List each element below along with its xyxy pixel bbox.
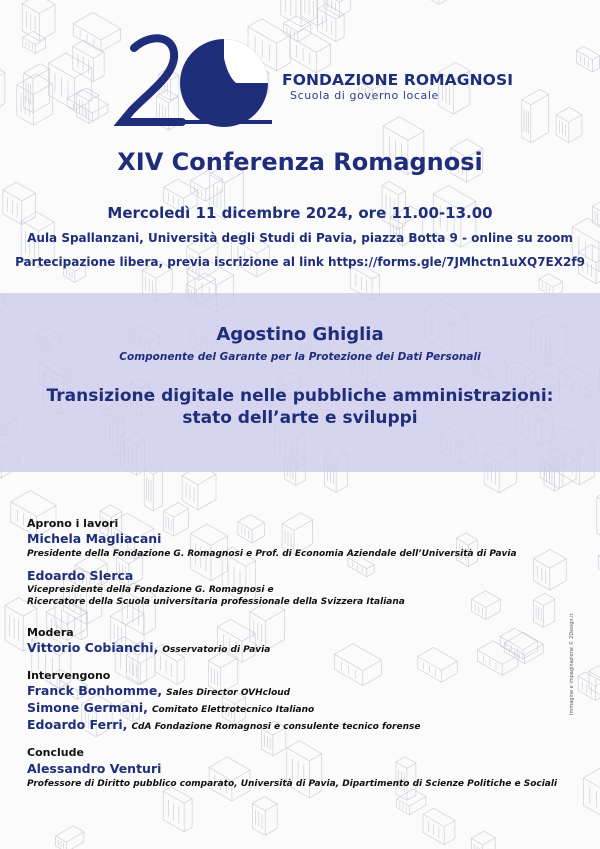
opening-speaker-2-name: Edoardo Slerca — [27, 568, 134, 583]
moderator-label: Modera — [27, 626, 74, 639]
speaker-3-name: Edoardo Ferri, — [27, 717, 128, 732]
opening-speaker-1-name: Michela Magliacani — [27, 531, 162, 546]
event-title: XIV Conferenza Romagnosi — [117, 148, 483, 176]
talk-title-line-1: Transizione digitale nelle pubbliche amministrazioni: — [46, 386, 554, 406]
event-location: Aula Spallanzani, Università degli Studi di Pavia, piazza Botta 9 - online su zoom — [27, 231, 573, 245]
opening-speaker-1-desc: Presidente della Fondazione G. Romagnosi e Prof. di Economia Aziendale dell’Università di Pavia — [27, 549, 517, 559]
speaker-row-1 — [27, 683, 290, 698]
closing-speaker-desc: Professore di Diritto pubblico comparato, Università di Pavia, Dipartimento di Scienze Politiche e Sociali — [27, 779, 558, 789]
moderator-desc: Osservatorio di Pavia — [162, 645, 271, 655]
speaker-row-2 — [27, 700, 314, 715]
closing-label: Conclude — [27, 746, 84, 759]
closing-speaker-name: Alessandro Venturi — [27, 761, 162, 776]
speaker-1-desc: Sales Director OVHcloud — [166, 688, 291, 698]
keynote-speaker: Agostino Ghiglia — [216, 324, 384, 345]
image-credit: Immagine e impaginazione © 2Design.it — [569, 613, 575, 715]
speaker-3-desc: CdA Fondazione Romagnosi e consulente tecnico forense — [131, 722, 421, 732]
moderator-name: Vittorio Cobianchi, — [27, 640, 159, 655]
speaker-1-name: Franck Bonhomme, — [27, 683, 163, 698]
opening-speaker-2-desc-2: Ricercatore della Scuola universitaria professionale della Svizzera Italiana — [27, 597, 405, 607]
organization-subtitle: Scuola di governo locale — [290, 89, 439, 102]
registration-link[interactable]: Partecipazione libera, previa iscrizione al link https://forms.gle/7JMhctn1uXQ7EX2f9 — [15, 255, 585, 269]
speakers-label: Intervengono — [27, 669, 111, 682]
keynote-band — [0, 293, 600, 472]
fondazione-20-logo-icon — [112, 28, 277, 133]
talk-title — [0, 385, 600, 429]
speaker-2-name: Simone Germani, — [27, 700, 148, 715]
speaker-row-3 — [27, 717, 420, 732]
opening-speaker-2-desc-1: Vicepresidente della Fondazione G. Romagnosi e — [27, 585, 274, 595]
event-date: Mercoledì 11 dicembre 2024, ore 11.00-13.00 — [107, 204, 493, 222]
organization-name: FONDAZIONE ROMAGNOSI — [282, 71, 514, 89]
keynote-speaker-role: Componente del Garante per la Protezione dei Dati Personali — [119, 351, 481, 363]
moderator-row — [27, 640, 270, 655]
opening-label: Aprono i lavori — [27, 517, 119, 530]
talk-title-line-2: stato dell’arte e sviluppi — [182, 408, 418, 428]
speaker-2-desc: Comitato Elettrotecnico Italiano — [151, 705, 315, 715]
